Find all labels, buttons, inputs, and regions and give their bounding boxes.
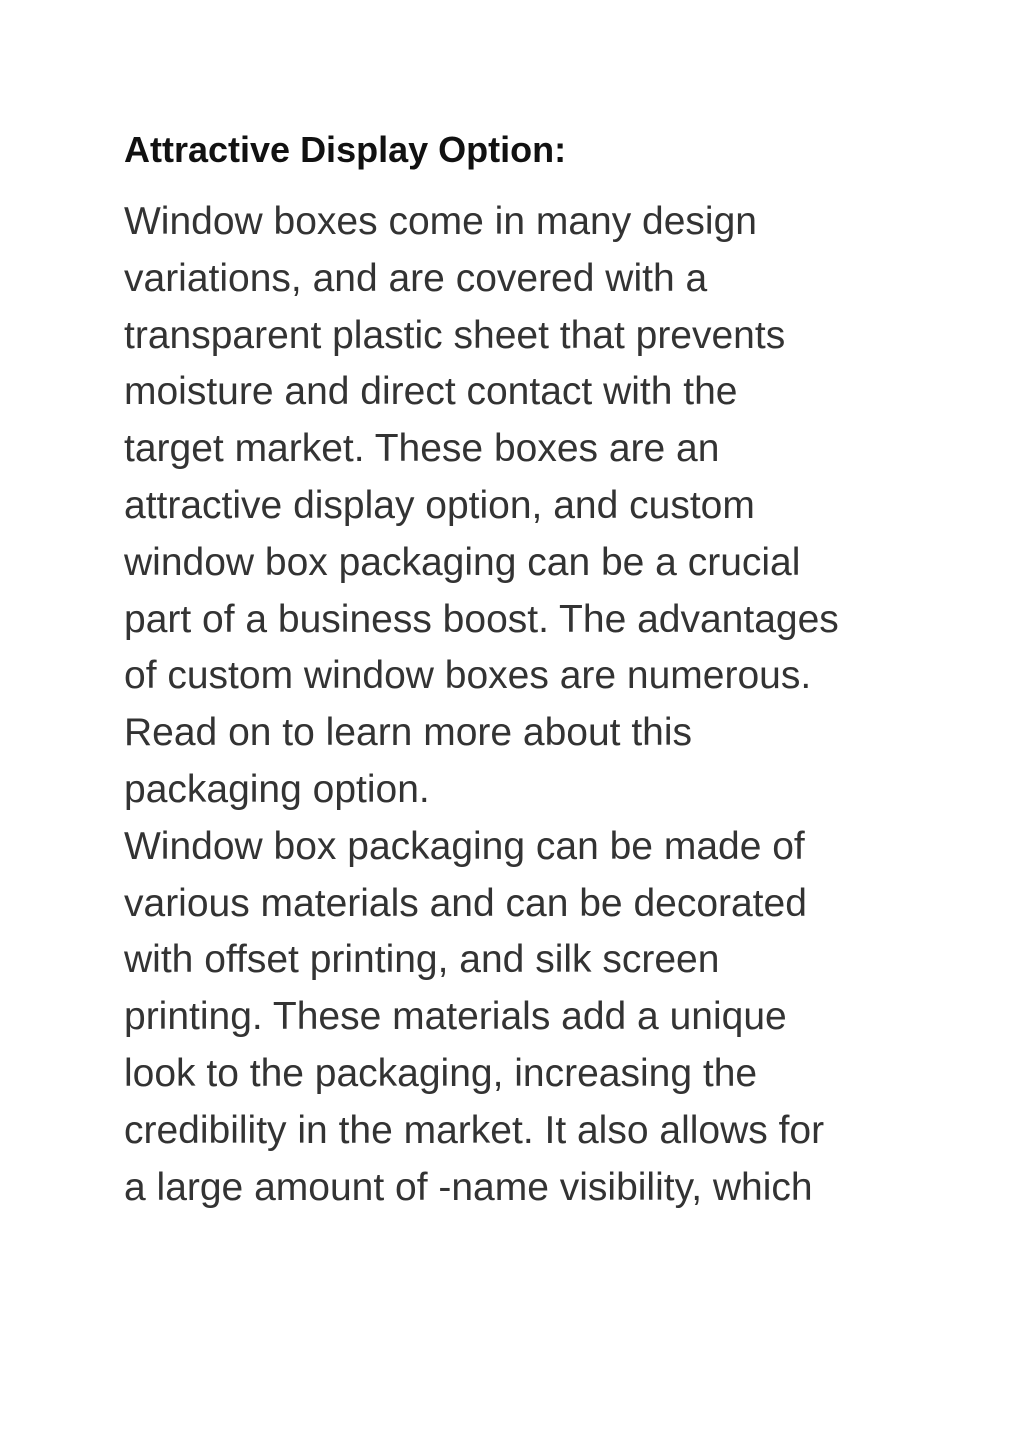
- text-line: packaging option.: [124, 767, 430, 811]
- text-line: printing. These materials add a unique: [124, 995, 787, 1039]
- text-line: Window box packaging can be made of: [124, 824, 805, 868]
- text-line: Window boxes come in many design: [124, 200, 757, 243]
- text-line: variations, and are covered with a: [124, 256, 708, 300]
- text-line: of custom window boxes are numerous.: [124, 654, 812, 698]
- text-line: Read on to learn more about this: [124, 711, 693, 755]
- text-line: various materials and can be decorated: [124, 881, 807, 925]
- section-heading: Attractive Display Option:: [124, 129, 567, 170]
- text-line: a large amount of -name visibility, which: [124, 1165, 813, 1209]
- text-line: with offset printing, and silk screen: [124, 938, 720, 982]
- body-text: [124, 194, 904, 1216]
- text-line: attractive display option, and custom: [124, 483, 755, 527]
- text-line: transparent plastic sheet that prevents: [124, 313, 786, 357]
- text-line: look to the packaging, increasing the: [124, 1051, 758, 1095]
- text-line: window box packaging can be a crucial: [124, 540, 801, 584]
- text-line: credibility in the market. It also allows for: [124, 1108, 825, 1152]
- text-line: part of a business boost. The advantages: [124, 597, 839, 641]
- text-line: moisture and direct contact with the: [124, 370, 738, 414]
- document-page: [124, 124, 904, 1216]
- text-line: target market. These boxes are an: [124, 427, 720, 471]
